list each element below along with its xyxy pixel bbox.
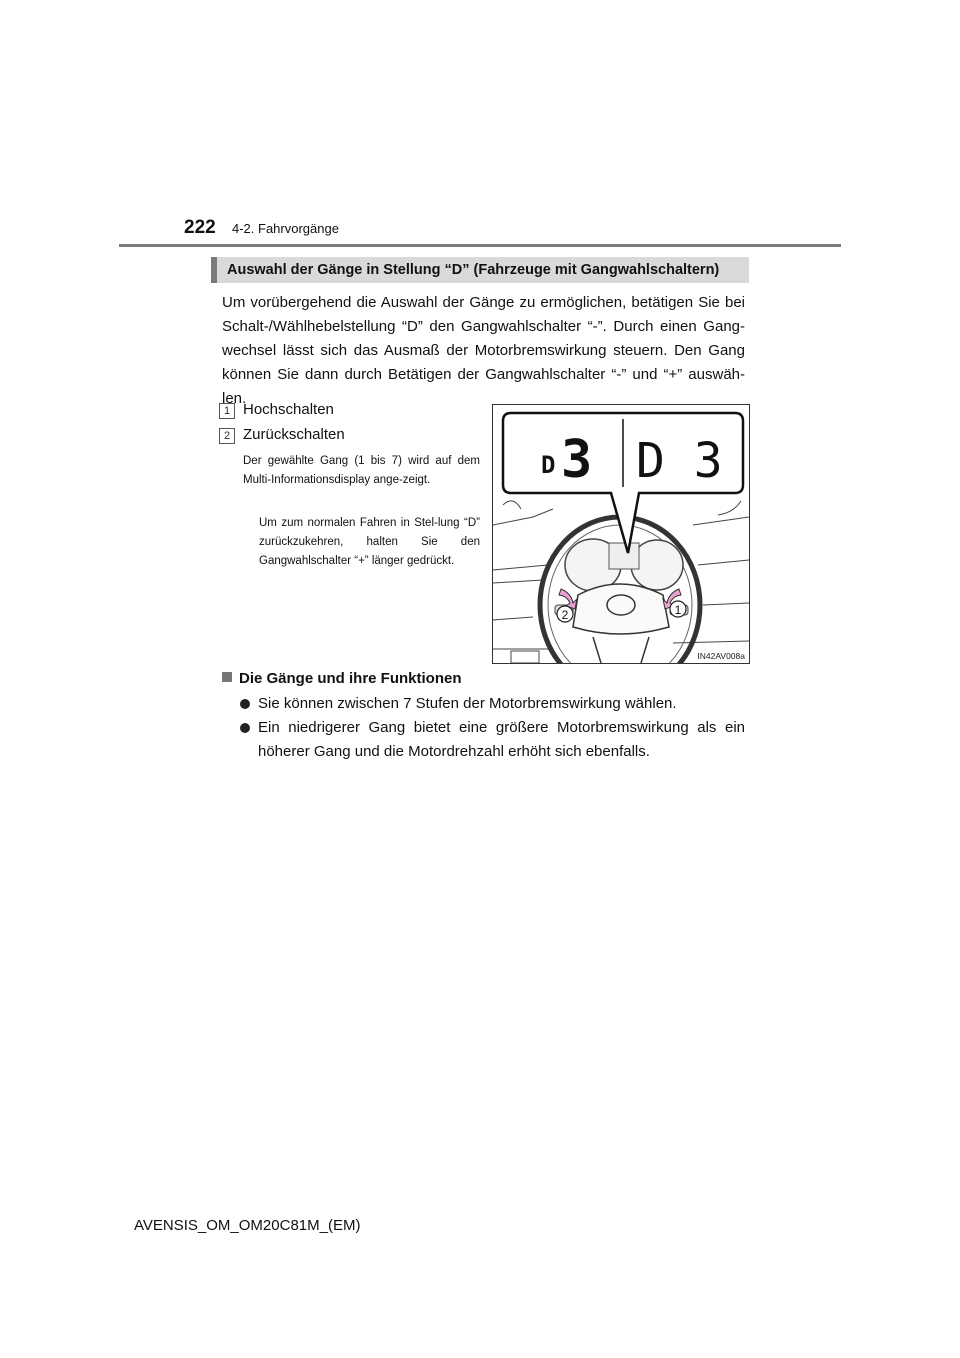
footer-document-code: AVENSIS_OM_OM20C81M_(EM)	[134, 1217, 361, 1234]
display-left-d: D	[541, 451, 556, 479]
note-gear-display: Der gewählte Gang (1 bis 7) wird auf dem Multi-Informationsdisplay ange-zeigt.	[243, 455, 480, 486]
list-item-text: Ein niedrigerer Gang bietet eine größere Motorbremswirkung als ein höherer Gang und die Motordrehzahl erhöht sich ebenfalls.	[258, 719, 745, 760]
section-heading: Auswahl der Gänge in Stellung “D” (Fahrzeuge mit Gangwahlschaltern)	[211, 257, 749, 283]
header-rule	[119, 244, 841, 247]
steering-wheel-figure	[492, 404, 750, 664]
bullet-dot-icon	[240, 723, 250, 733]
figure-code: IN42AV008a	[697, 651, 745, 661]
list-item-text: Sie können zwischen 7 Stufen der Motorbremswirkung wählen.	[258, 695, 677, 712]
item-number-2: 2	[219, 428, 235, 444]
item-number-1: 1	[219, 403, 235, 419]
subsection-heading-text: Die Gänge und ihre Funktionen	[239, 670, 462, 687]
square-bullet-icon	[222, 672, 232, 682]
section-title: 4-2. Fahrvorgänge	[232, 221, 339, 236]
callout-1-label: 1	[674, 603, 682, 617]
steering-wheel-illustration	[493, 405, 749, 663]
note-return-to-d: Um zum normalen Fahren in Stel-lung “D” zurückzukehren, halten Sie den Gangwahlschalter “+” länger gedrückt.	[259, 517, 480, 567]
subsection-heading	[222, 670, 462, 687]
display-right-gear: D 3	[636, 433, 723, 489]
item-label-upshift: Hochschalten	[243, 401, 334, 418]
item-label-downshift: Zurückschalten	[243, 426, 345, 443]
display-left-gear: 3	[561, 430, 593, 490]
page-number: 222	[184, 217, 216, 238]
list-item	[240, 692, 745, 716]
bullet-dot-icon	[240, 699, 250, 709]
intro-paragraph: Um vorübergehend die Auswahl der Gänge zu ermöglichen, betätigen Sie bei Schalt-/Wählhebelstellung “D” den Gangwahlschalter “-”. Durch einen Gang-wechsel lässt sich das Ausmaß der Motorbremswirkung steuern. Den Gang können Sie dann durch Betätigen der Gangwahlschalter “-” und “+” auswäh-len.	[222, 294, 745, 407]
list-item	[240, 716, 745, 764]
callout-2-label: 2	[561, 608, 569, 622]
